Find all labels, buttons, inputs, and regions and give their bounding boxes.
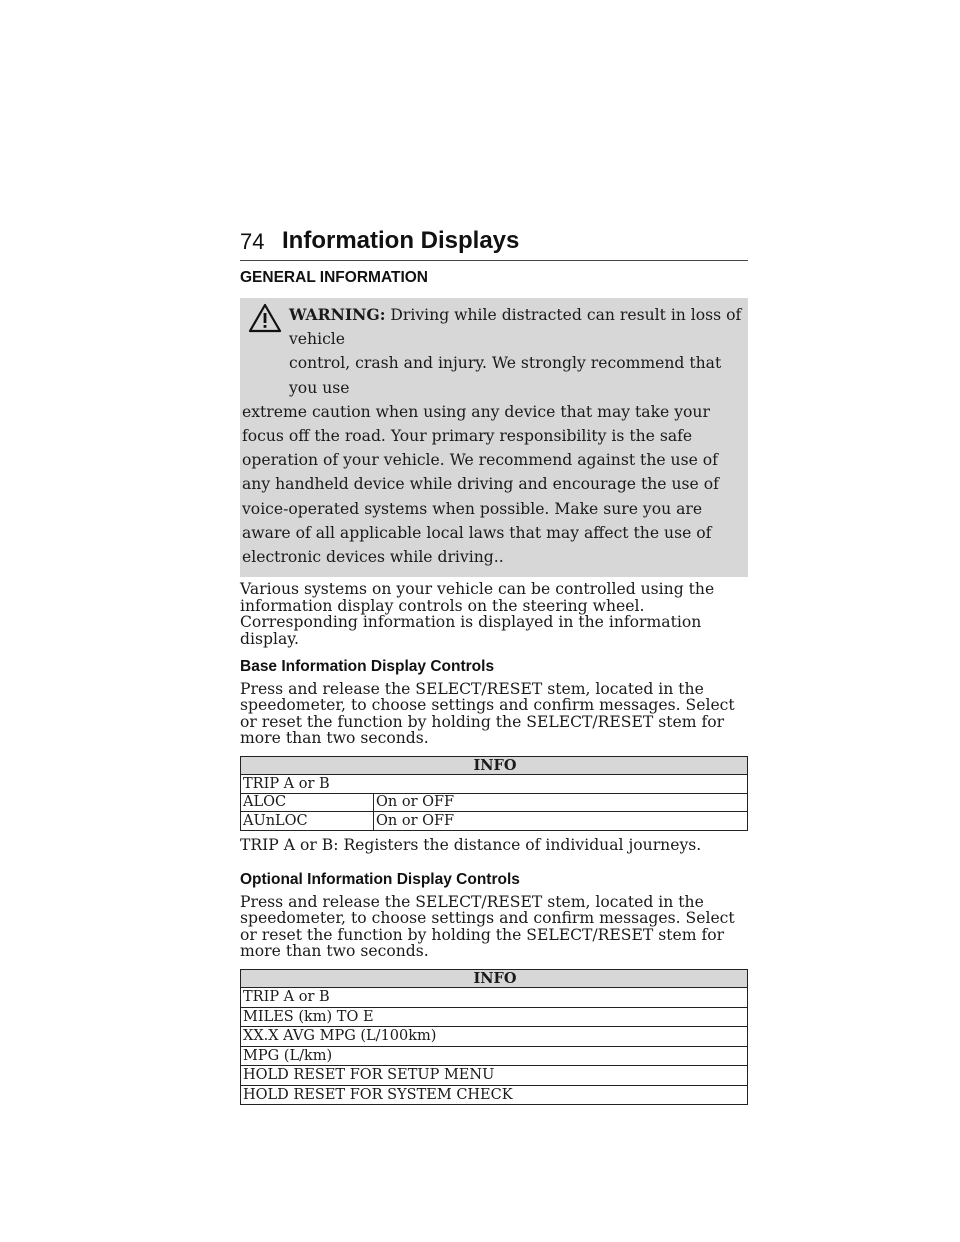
table-row [241, 1027, 748, 1047]
table-cell: HOLD RESET FOR SYSTEM CHECK [241, 1085, 748, 1105]
page-number: 74 [240, 229, 265, 254]
table-cell: TRIP A or B [241, 775, 748, 794]
warning-triangle-icon [248, 303, 282, 333]
table-row [241, 812, 748, 831]
general-information-heading: GENERAL INFORMATION [240, 269, 429, 286]
base-info-table [240, 756, 748, 831]
table-cell: On or OFF [374, 793, 748, 812]
base-controls-heading: Base Information Display Controls [240, 657, 495, 675]
optional-info-table [240, 969, 748, 1106]
optional-controls-paragraph: Press and release the SELECT/RESET stem, located in the speedometer, to choose settings and confirm messages. Select or reset the function by holding the SELECT/RESET stem for more than two seconds. [240, 892, 735, 961]
intro-paragraph: Various systems on your vehicle can be controlled using the information display controls on the steering wheel. Corresponding information is displayed in the information display. [240, 580, 715, 649]
table-header-cell: INFO [241, 756, 748, 775]
table-row [241, 1007, 748, 1027]
optional-controls-heading: Optional Information Display Controls [240, 870, 520, 888]
table-cell: MILES (km) TO E [241, 1007, 748, 1027]
chapter-title: Information Displays [282, 227, 520, 254]
table-row [241, 1046, 748, 1066]
table-header-row [241, 756, 748, 775]
table-row [241, 775, 748, 794]
table-header-row [241, 969, 748, 988]
warning-second-line: control, crash and injury. We strongly recommend that you use [289, 354, 722, 397]
warning-first-lines [242, 303, 743, 400]
page-content [240, 268, 748, 1105]
table-header-cell: INFO [241, 969, 748, 988]
table-cell: MPG (L/km) [241, 1046, 748, 1066]
warning-label: WARNING: [289, 305, 386, 324]
table-row [241, 1066, 748, 1086]
trip-note: TRIP A or B: Registers the distance of individual journeys. [240, 835, 702, 854]
table-cell: XX.X AVG MPG (L/100km) [241, 1027, 748, 1047]
warning-first-line: Driving while distracted can result in loss of vehicle [289, 306, 742, 349]
page-header [240, 227, 748, 261]
warning-rest: extreme caution when using any device that may take your focus off the road. Your primary responsibility is the safe operation of your vehicle. We recommend against the use of any handheld device while driving and encourage the use of voice-operated systems when possible. Make sure you are aware of all applicable local laws that may affect the use of electronic devices while driving.. [242, 402, 719, 567]
table-row [241, 793, 748, 812]
base-controls-paragraph: Press and release the SELECT/RESET stem, located in the speedometer, to choose settings and confirm messages. Select or reset the function by holding the SELECT/RESET stem for more than two seconds. [240, 679, 735, 748]
table-cell: AUnLOC [241, 812, 374, 831]
table-cell: HOLD RESET FOR SETUP MENU [241, 1066, 748, 1086]
table-cell: On or OFF [374, 812, 748, 831]
table-row [241, 988, 748, 1008]
table-row [241, 1085, 748, 1105]
warning-box [240, 298, 748, 577]
table-cell: ALOC [241, 793, 374, 812]
table-cell: TRIP A or B [241, 988, 748, 1008]
